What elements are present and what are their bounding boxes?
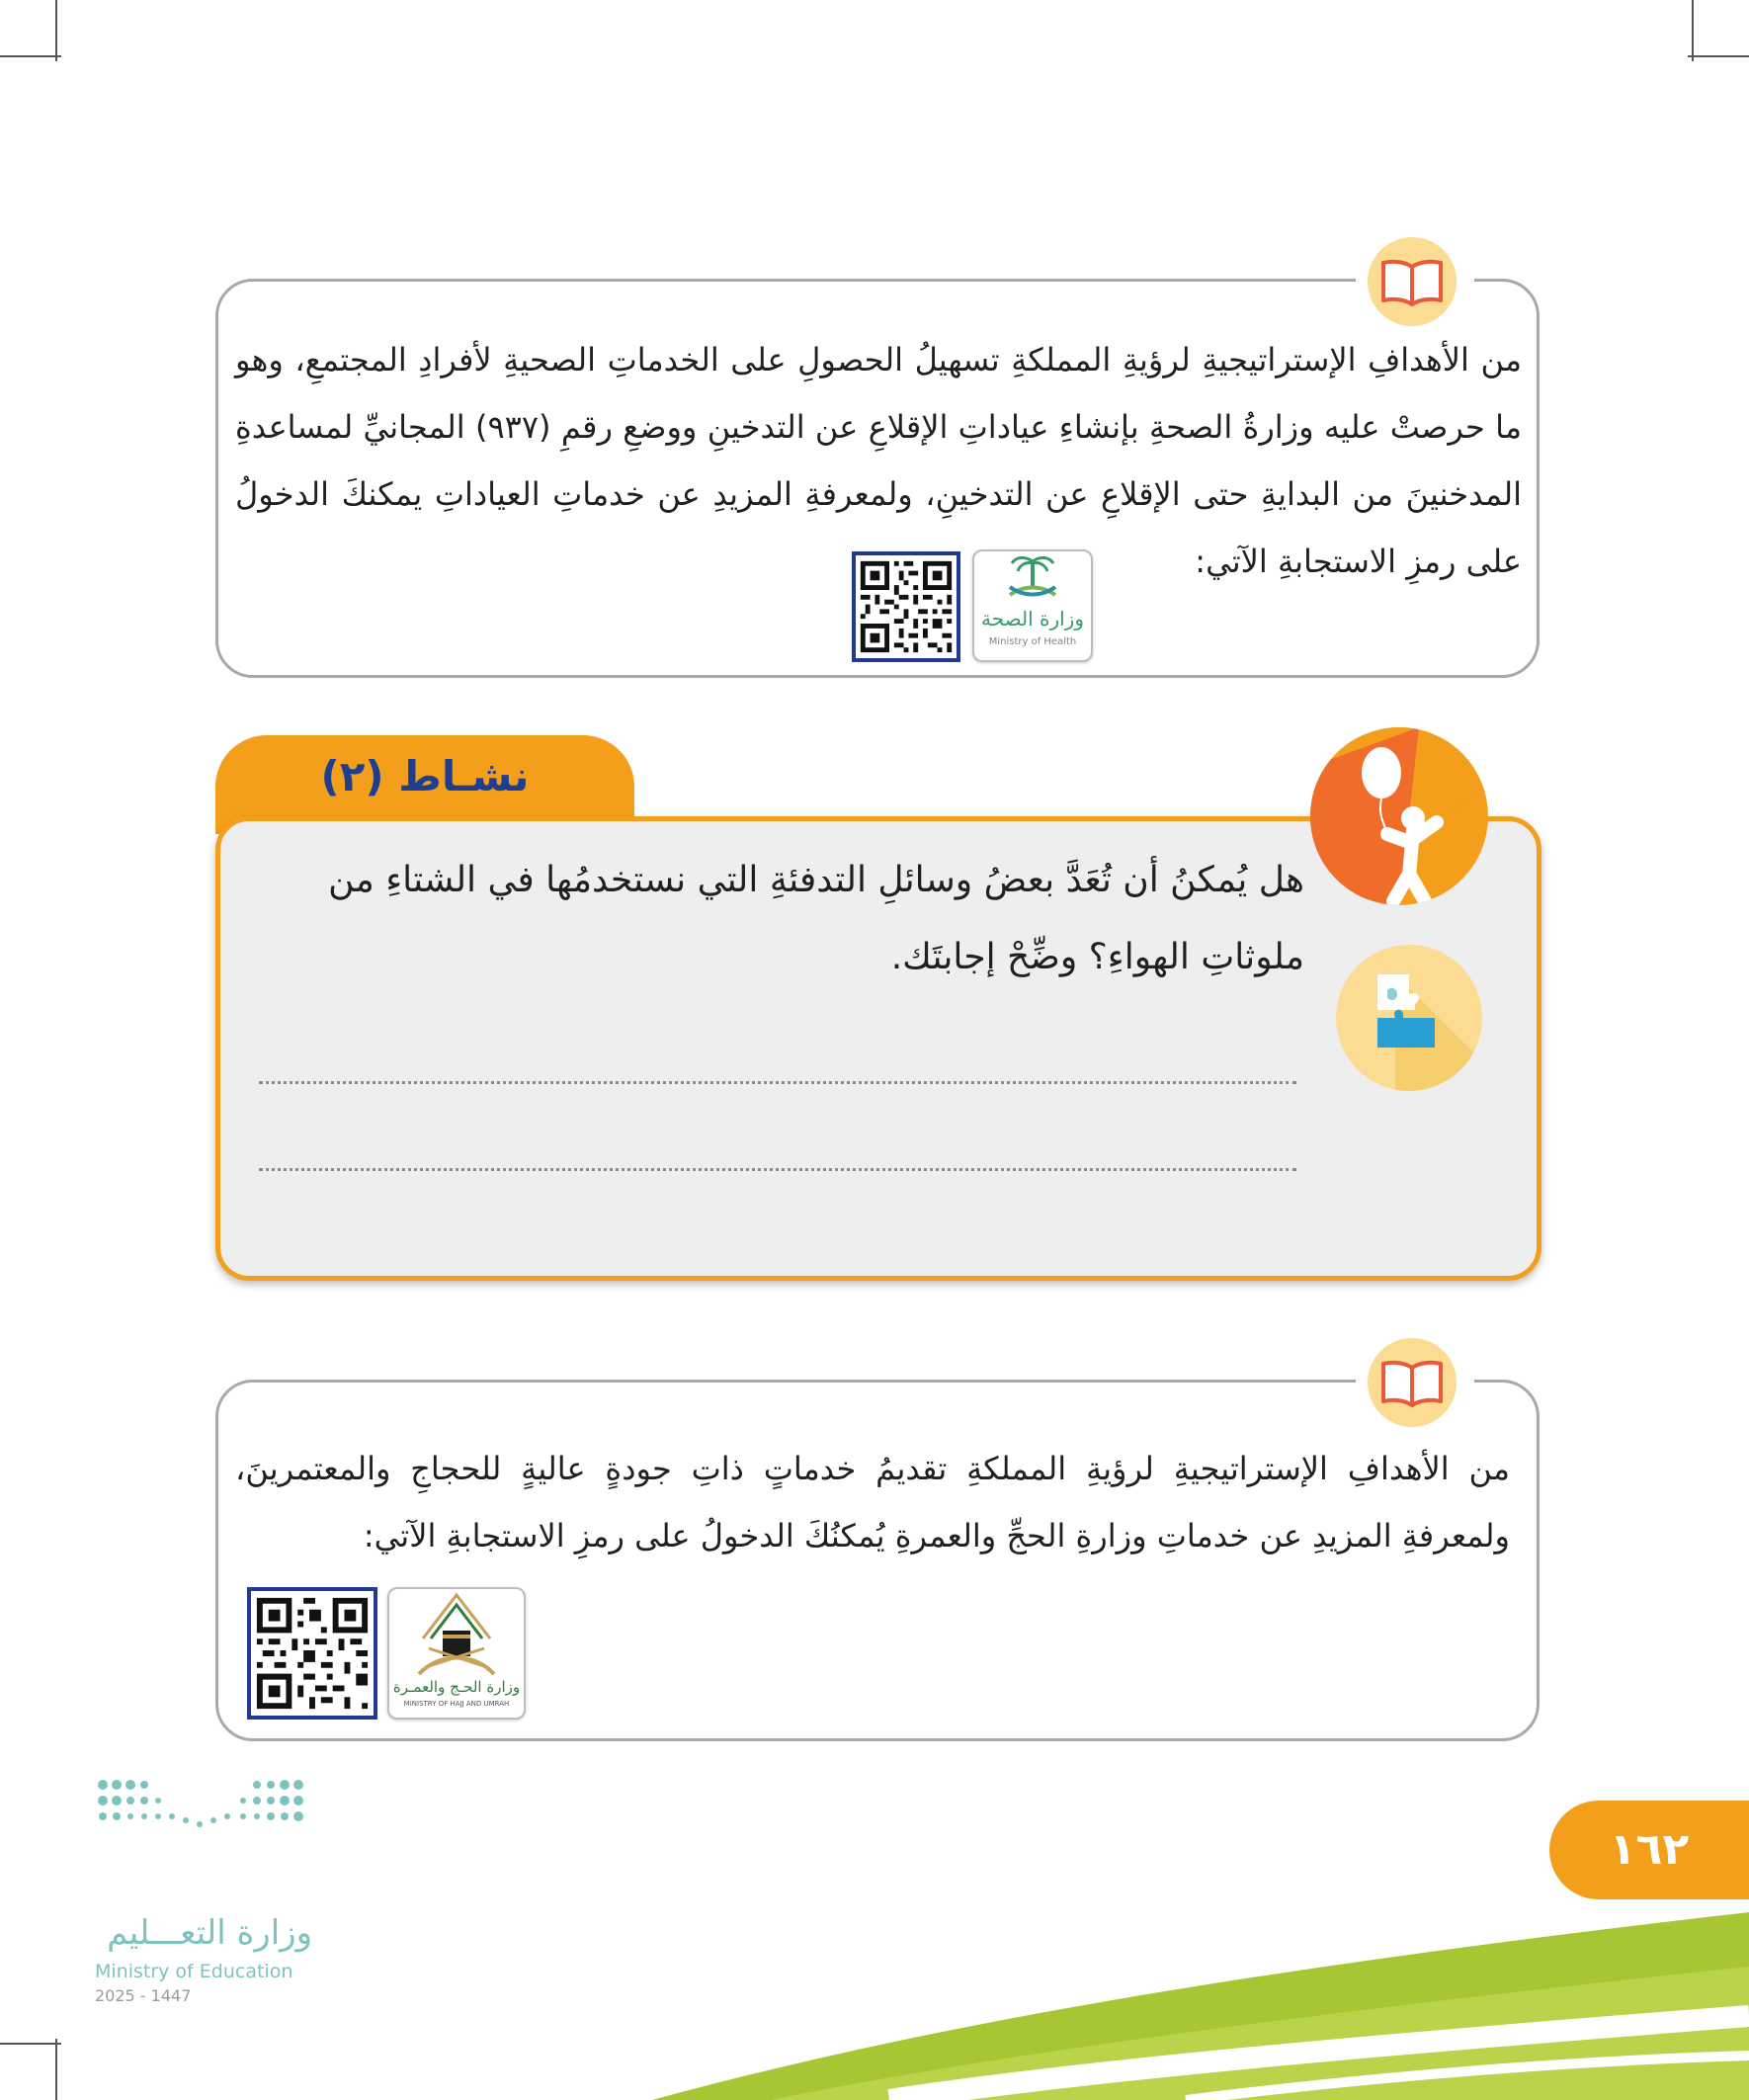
- activity-title: نشـاط (٢): [320, 752, 530, 800]
- moe-name-arabic: وزارة التعـــليم: [107, 1913, 312, 1953]
- health-paragraph: من الأهدافِ الإستراتيجيةِ لرؤيةِ المملكةِ تسهيلُ الحصولِ على الخدماتِ الصحيةِ لأفرادِ المجتمعِ، وهو ما حرصتْ عليه وزارةُ الصحةِ بإنشاءِ عياداتِ الإقلاعِ عن التدخينِ ووضعِ رقمِ (٩٣٧) المجانيِّ لمساعدةِ المدخنينَ من البدايةِ حتى الإقلاعِ عن التدخينِ، ولمعرفةِ المزيدِ عن خدماتِ العياداتِ يمكنكَ الدخولُ على رمزِ الاستجابةِ الآتي:: [235, 341, 1522, 580]
- moe-year: 2025 - 1447: [95, 1986, 192, 2005]
- hajj-logo-english: MINISTRY OF HAJJ AND UMRAH: [403, 1700, 510, 1708]
- page-number: ١٦٢: [1549, 1801, 1749, 1899]
- hajj-paragraph: من الأهدافِ الإستراتيجيةِ لرؤيةِ المملكةِ تقديمُ خدماتٍ ذاتِ جودةٍ عاليةٍ للحجاجِ والمعتمرينَ، ولمعرفةِ المزيدِ عن خدماتِ وزارةِ الحجِّ والعمرةِ يُمكنُكَ الدخولُ على رمزِ الاستجابةِ الآتي:: [235, 1450, 1510, 1554]
- health-logo-english: Ministry of Health: [988, 636, 1077, 647]
- health-logo-arabic: وزارة الصحة: [981, 607, 1084, 630]
- activity-question: هل يُمكنُ أن تُعَدَّ بعضُ وسائلِ التدفئةِ التي نستخدمُها في الشتاءِ من ملوثاتِ الهواءِ؟ وضِّحْ إجابتَك.: [328, 860, 1304, 977]
- moe-name-english: Ministry of Education: [95, 1961, 293, 1982]
- hajj-logo-arabic: وزارة الحـج والعمـرة: [392, 1678, 521, 1696]
- moe-dots-logo-icon: [95, 1777, 312, 1836]
